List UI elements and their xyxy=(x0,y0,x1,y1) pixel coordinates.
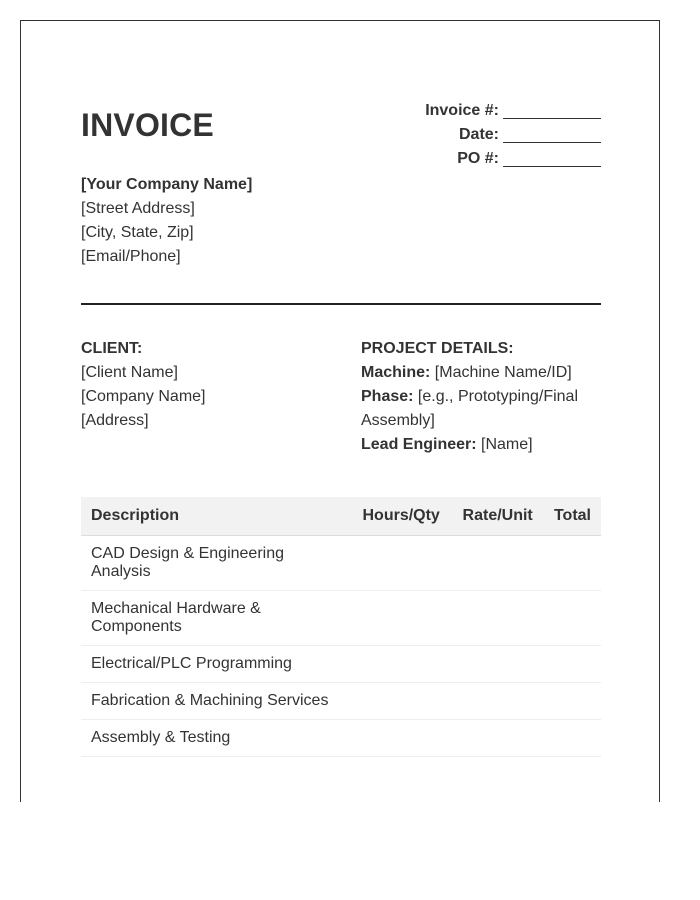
invoice-date-label: Date: xyxy=(458,126,499,143)
row-total[interactable] xyxy=(544,646,601,683)
row-qty[interactable] xyxy=(351,536,451,591)
row-qty[interactable] xyxy=(351,646,451,683)
table-row xyxy=(81,720,601,757)
project-machine xyxy=(361,361,601,385)
row-description: Assembly & Testing xyxy=(81,720,351,757)
invoice-page xyxy=(20,20,660,802)
row-rate[interactable] xyxy=(451,646,544,683)
invoice-date-row xyxy=(425,123,601,147)
header-total: Total xyxy=(544,497,601,536)
invoice-number-row xyxy=(425,99,601,123)
client-block xyxy=(81,337,206,433)
company-city: [City, State, Zip] xyxy=(81,224,194,241)
engineer-label: Lead Engineer: xyxy=(361,436,477,453)
project-phase xyxy=(361,385,601,433)
row-description: Fabrication & Machining Services xyxy=(81,683,351,720)
header-rate-unit: Rate/Unit xyxy=(451,497,544,536)
project-engineer xyxy=(361,433,601,457)
invoice-title: INVOICE xyxy=(81,107,214,143)
phase-label: Phase: xyxy=(361,388,414,405)
row-rate[interactable] xyxy=(451,591,544,646)
row-total[interactable] xyxy=(544,720,601,757)
company-info xyxy=(81,173,252,269)
header-hours-qty: Hours/Qty xyxy=(351,497,451,536)
row-qty[interactable] xyxy=(351,720,451,757)
row-rate[interactable] xyxy=(451,720,544,757)
row-rate[interactable] xyxy=(451,536,544,591)
company-contact: [Email/Phone] xyxy=(81,248,181,265)
header-description: Description xyxy=(81,497,351,536)
header-divider xyxy=(81,303,601,305)
po-number-row xyxy=(425,147,601,171)
row-rate[interactable] xyxy=(451,683,544,720)
company-street: [Street Address] xyxy=(81,200,195,217)
project-details-block xyxy=(361,337,601,457)
row-description: CAD Design & Engineering Analysis xyxy=(81,536,351,591)
row-total[interactable] xyxy=(544,536,601,591)
table-row xyxy=(81,591,601,646)
row-description: Mechanical Hardware & Components xyxy=(81,591,351,646)
engineer-value: [Name] xyxy=(476,436,533,453)
invoice-meta xyxy=(425,99,601,171)
po-number-label: PO #: xyxy=(457,150,499,167)
invoice-date-field[interactable] xyxy=(503,125,601,143)
invoice-number-label: Invoice #: xyxy=(425,102,499,119)
client-heading: CLIENT: xyxy=(81,340,143,357)
machine-value: [Machine Name/ID] xyxy=(430,364,572,381)
row-total[interactable] xyxy=(544,591,601,646)
client-address: [Address] xyxy=(81,412,149,429)
company-name: [Your Company Name] xyxy=(81,176,253,193)
po-number-field[interactable] xyxy=(503,149,601,167)
row-qty[interactable] xyxy=(351,591,451,646)
row-total[interactable] xyxy=(544,683,601,720)
phase-value: [e.g., Prototyping/Final Assembly] xyxy=(361,388,578,429)
table-header-row xyxy=(81,497,601,536)
client-name: [Client Name] xyxy=(81,364,178,381)
line-items-table xyxy=(81,497,601,757)
table-row xyxy=(81,683,601,720)
client-company: [Company Name] xyxy=(81,388,206,405)
table-row xyxy=(81,536,601,591)
row-qty[interactable] xyxy=(351,683,451,720)
row-description: Electrical/PLC Programming xyxy=(81,646,351,683)
project-heading: PROJECT DETAILS: xyxy=(361,340,514,357)
machine-label: Machine: xyxy=(361,364,431,381)
table-row xyxy=(81,646,601,683)
invoice-number-field[interactable] xyxy=(503,101,601,119)
